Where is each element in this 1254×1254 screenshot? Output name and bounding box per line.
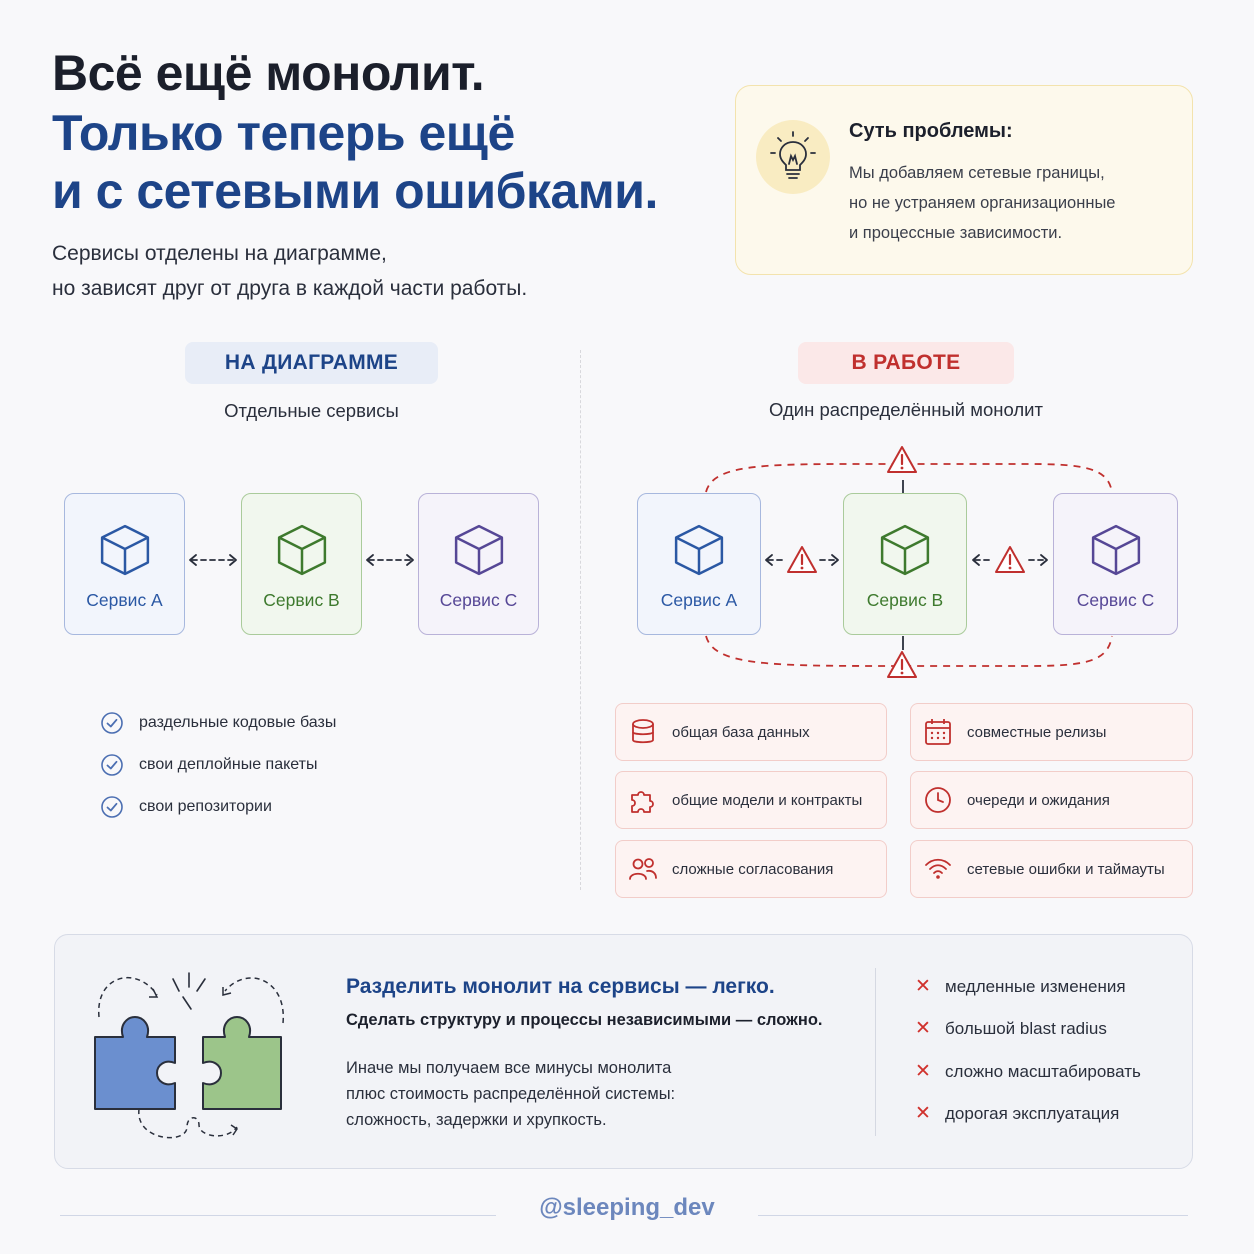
page-title-line2 — [52, 104, 658, 220]
work-service-b-label: Сервис B — [866, 590, 944, 610]
service-b-card — [241, 493, 362, 635]
chip-queues — [910, 771, 1193, 829]
subtitle-line2: но зависят друг от друга в каждой части работы. — [52, 277, 528, 300]
service-c-label: Сервис C — [439, 590, 518, 610]
cube-icon — [453, 520, 505, 580]
chip-network-errors — [910, 840, 1193, 898]
clock-icon — [923, 785, 953, 815]
chip-label: общие модели и контракты — [672, 791, 863, 809]
checklist-item — [101, 712, 336, 734]
summary-title: Разделить монолит на сервисы — легко. — [346, 975, 775, 998]
page-title-line2b: и с сетевыми ошибками. — [52, 163, 658, 219]
footer-line-right — [758, 1215, 1188, 1216]
check-circle-icon — [101, 712, 123, 734]
checklist-item — [101, 796, 272, 818]
warning-icon — [887, 650, 917, 680]
minus-item — [915, 1060, 1141, 1083]
cube-icon — [276, 520, 328, 580]
service-b-label: Сервис B — [263, 590, 340, 610]
cross-icon: ✕ — [915, 1103, 931, 1124]
summary-text-line1: Иначе мы получаем все минусы монолита — [346, 1059, 672, 1077]
problem-line1: Мы добавляем сетевые границы, — [849, 164, 1105, 182]
service-c-card — [418, 493, 539, 635]
minus-item — [915, 1102, 1119, 1125]
cross-icon: ✕ — [915, 1018, 931, 1039]
chip-label: совместные релизы — [967, 723, 1107, 741]
minus-item — [915, 975, 1126, 998]
work-service-a-card — [637, 493, 761, 635]
checklist-label: свои репозитории — [139, 798, 272, 815]
work-pill: В РАБОТЕ — [798, 342, 1014, 384]
wifi-icon — [923, 854, 953, 884]
diagram-pill: НА ДИАГРАММЕ — [185, 342, 438, 384]
summary-divider — [875, 968, 876, 1136]
checklist-item — [101, 754, 317, 776]
checklist-label: раздельные кодовые базы — [139, 714, 337, 731]
checklist-label: свои деплойные пакеты — [139, 756, 318, 773]
author-handle: @sleeping_dev — [539, 1194, 715, 1221]
problem-line2: но не устраняем организационные — [849, 194, 1116, 212]
work-service-c-card — [1053, 493, 1178, 635]
diagram-subtitle: Отдельные сервисы — [224, 400, 399, 421]
chip-label: сложные согласования — [672, 860, 834, 878]
cross-icon: ✕ — [915, 1061, 931, 1082]
problem-title: Суть проблемы: — [849, 120, 1013, 142]
cube-icon — [879, 520, 931, 580]
subtitle-line1: Сервисы отделены на диаграмме, — [52, 242, 387, 265]
dashed-arrow-icon — [363, 550, 417, 570]
problem-text — [849, 158, 1115, 248]
chip-shared-db — [615, 703, 887, 761]
service-a-card — [64, 493, 185, 635]
page-title-line1: Всё ещё монолит. — [52, 45, 485, 101]
cube-icon — [1090, 520, 1142, 580]
work-service-a-label: Сервис A — [660, 590, 738, 610]
database-icon — [628, 717, 658, 747]
footer-line-left — [60, 1215, 496, 1216]
minus-label: дорогая эксплуатация — [945, 1103, 1120, 1123]
chip-approvals — [615, 840, 887, 898]
check-circle-icon — [101, 796, 123, 818]
service-a-label: Сервис A — [86, 590, 163, 610]
minus-label: большой blast radius — [945, 1018, 1107, 1038]
summary-panel — [54, 934, 1193, 1169]
work-service-b-card — [843, 493, 967, 635]
dashed-arrow-icon — [186, 550, 240, 570]
summary-text-line2: плюс стоимость распределённой системы: — [346, 1085, 676, 1103]
check-circle-icon — [101, 754, 123, 776]
puzzle-icon — [628, 785, 658, 815]
chip-label: общая база данных — [672, 723, 810, 741]
work-subtitle: Один распределённый монолит — [769, 399, 1043, 420]
warning-arrow-icon — [969, 543, 1051, 577]
chip-label: сетевые ошибки и таймауты — [967, 860, 1165, 878]
warning-arrow-icon — [762, 543, 842, 577]
warning-icon — [887, 445, 917, 475]
cube-icon — [99, 520, 151, 580]
puzzle-pieces-icon — [87, 965, 297, 1145]
cross-icon: ✕ — [915, 976, 931, 997]
summary-text-line3: сложность, задержки и хрупкость. — [346, 1111, 607, 1129]
page-title-line2a: Только теперь ещё — [52, 105, 515, 161]
problem-line3: и процессные зависимости. — [849, 224, 1063, 242]
minus-label: сложно масштабировать — [945, 1061, 1141, 1081]
summary-text — [346, 1055, 675, 1133]
minus-label: медленные изменения — [945, 976, 1126, 996]
chip-shared-models — [615, 771, 887, 829]
calendar-icon — [923, 717, 953, 747]
people-icon — [628, 854, 658, 884]
minus-item — [915, 1017, 1107, 1040]
cube-icon — [673, 520, 725, 580]
problem-card — [735, 85, 1193, 275]
chip-joint-releases — [910, 703, 1193, 761]
work-service-c-label: Сервис C — [1076, 590, 1155, 610]
page-subtitle — [52, 236, 527, 306]
summary-subtitle: Сделать структуру и процессы независимыми — сложно. — [346, 1011, 823, 1029]
chip-label: очереди и ожидания — [967, 791, 1110, 809]
lightbulb-icon — [756, 120, 830, 194]
section-divider — [580, 350, 581, 890]
